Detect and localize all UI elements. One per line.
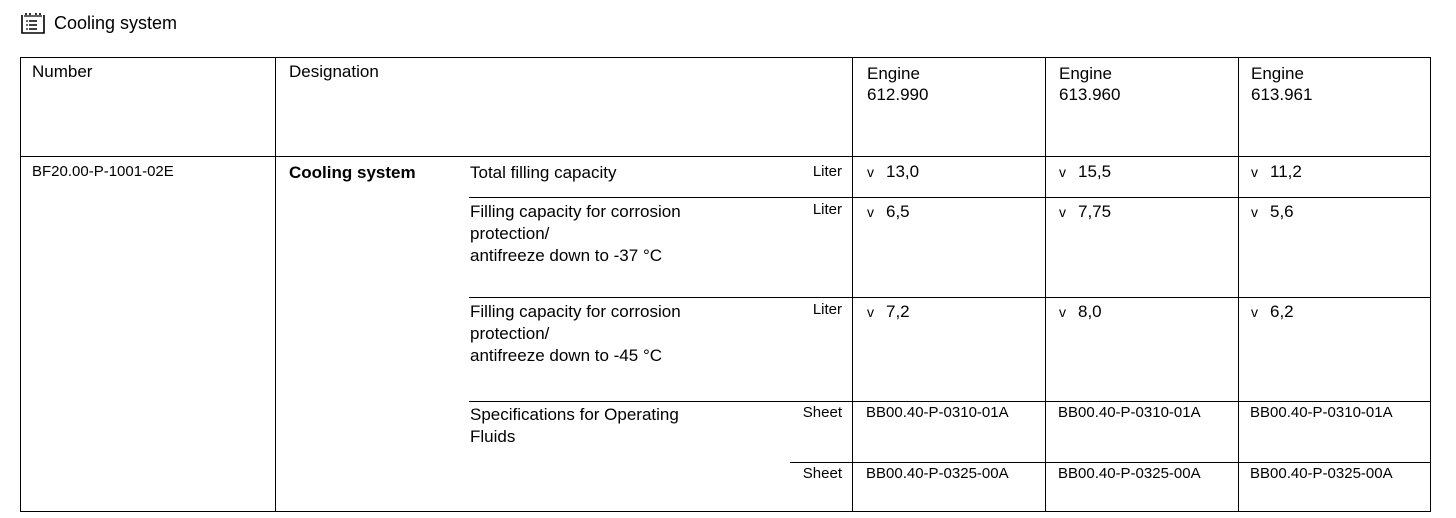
- sheet-reference: BB00.40-P-0325-00A: [1250, 465, 1393, 482]
- group-label: Cooling system: [289, 163, 416, 182]
- header-number: Number: [32, 62, 93, 81]
- check-mark: v: [1251, 164, 1258, 180]
- row-desc: Total filling capacity: [470, 163, 617, 182]
- data-table: [20, 57, 1431, 512]
- document-list-icon: [20, 11, 46, 35]
- row-unit: Sheet: [802, 465, 842, 482]
- page-title: Cooling system: [54, 12, 178, 33]
- value-cell: v 13,0: [867, 162, 920, 181]
- sheet-reference: BB00.40-P-0310-01A: [1058, 404, 1201, 421]
- check-mark: v: [1251, 204, 1258, 220]
- row-unit: Liter: [812, 201, 842, 218]
- value-cell: v 6,5: [867, 202, 910, 221]
- check-mark: v: [867, 164, 874, 180]
- sheet-reference: BB00.40-P-0310-01A: [866, 404, 1009, 421]
- row-desc: Filling capacity for corrosion protection/ antifreeze down to -45 °C: [470, 302, 681, 365]
- check-mark: v: [867, 304, 874, 320]
- check-mark: v: [1059, 304, 1066, 320]
- value-cell: v 5,6: [1251, 202, 1294, 221]
- sheet-reference: BB00.40-P-0325-00A: [866, 465, 1009, 482]
- page-header: [20, 10, 177, 36]
- row-unit: Sheet: [802, 404, 842, 421]
- sheet-reference: BB00.40-P-0325-00A: [1058, 465, 1201, 482]
- value-cell: v 6,2: [1251, 302, 1294, 321]
- check-mark: v: [867, 204, 874, 220]
- check-mark: v: [1251, 304, 1258, 320]
- value-cell: v 11,2: [1251, 162, 1302, 181]
- header-engine-2: Engine 613.960: [1059, 64, 1121, 104]
- header-engine-1: Engine 612.990: [867, 64, 929, 104]
- value-cell: v 8,0: [1059, 302, 1102, 321]
- sheet-reference: BB00.40-P-0310-01A: [1250, 404, 1393, 421]
- check-mark: v: [1059, 164, 1066, 180]
- row-desc: Filling capacity for corrosion protection/ antifreeze down to -37 °C: [470, 202, 681, 265]
- row-unit: Liter: [812, 301, 842, 318]
- value-cell: v 7,75: [1059, 202, 1112, 221]
- check-mark: v: [1059, 204, 1066, 220]
- row-unit: Liter: [812, 163, 842, 180]
- header-designation: Designation: [289, 62, 379, 81]
- row-desc: Specifications for Operating Fluids: [470, 405, 679, 446]
- value-cell: v 7,2: [867, 302, 910, 321]
- document-number: BF20.00-P-1001-02E: [32, 163, 174, 180]
- header-engine-3: Engine 613.961: [1251, 64, 1313, 104]
- value-cell: v 15,5: [1059, 162, 1112, 181]
